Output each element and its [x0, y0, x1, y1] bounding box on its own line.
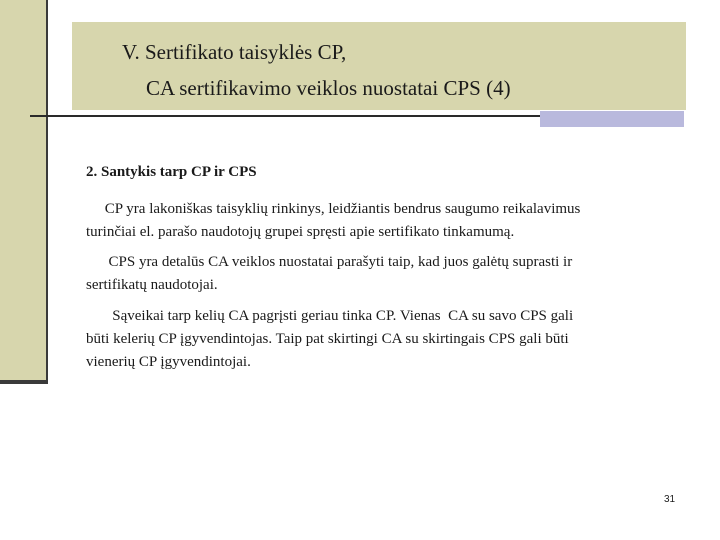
paragraph-line: CPS yra detalūs CA veiklos nuostatai parašyti taip, kad juos galėtų suprasti ir [86, 254, 573, 270]
paragraph-line: Sąveikai tarp kelių CA pagrįsti geriau tinka CP. Vienas CA su savo CPS gali [86, 308, 574, 324]
divider-accent-block [540, 111, 684, 127]
paragraph-line: sertifikatų naudotojai. [86, 277, 218, 293]
slide-title-line1: V. Sertifikato taisyklės CP, [122, 40, 347, 64]
paragraph-line: vienerių CP įgyvendintojai. [86, 354, 251, 370]
left-decor-bottom [0, 380, 48, 384]
paragraph-cp [86, 198, 686, 244]
paragraph-line: CP yra lakoniškas taisyklių rinkinys, leidžiantis bendrus saugumo reikalavimus [86, 201, 581, 217]
paragraph-line: turinčiai el. parašo naudotojų grupei spręsti apie sertifikato tinkamumą. [86, 224, 515, 240]
slide-title-line2: CA sertifikavimo veiklos nuostatai CPS (4) [146, 76, 511, 100]
left-decor-edge [46, 0, 48, 384]
section-heading: 2. Santykis tarp CP ir CPS [86, 164, 257, 180]
title-divider [30, 115, 546, 117]
paragraph-line: būti kelerių CP įgyvendintojas. Taip pat skirtingi CA su skirtingais CPS gali būti [86, 331, 569, 347]
paragraph-interop [86, 305, 686, 374]
left-decor-bar [0, 0, 46, 380]
paragraph-cps [86, 251, 686, 297]
page-number: 31 [664, 494, 676, 505]
